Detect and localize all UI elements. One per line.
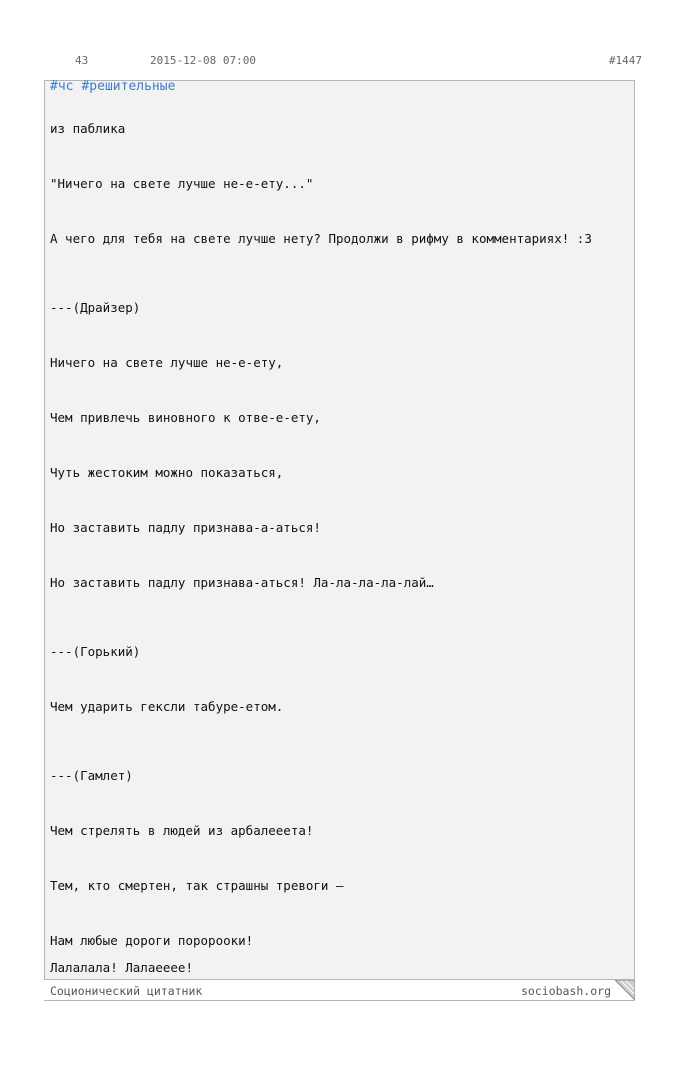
tag-list: [50, 79, 175, 95]
quote-line: Но заставить падлу признава-а-аться!: [50, 520, 321, 535]
quote-line: ---(Драйзер): [50, 300, 141, 315]
quote-line: Тем, кто смертен, так страшны тревоги –: [50, 878, 344, 893]
quote-line: "Ничего на свете лучше не-е-ету...": [50, 176, 314, 191]
corner-fold-icon: [615, 980, 635, 1000]
quote-line: Чем стрелять в людей из арбалееета!: [50, 823, 314, 838]
quote-line: Чем привлечь виновного к отве-е-ету,: [50, 410, 321, 425]
quote-meta: [0, 54, 676, 68]
quote-line: из паблика: [50, 121, 126, 136]
quote-footer: [44, 980, 635, 1001]
quote-line: Ничего на свете лучше не-е-ету,: [50, 355, 284, 370]
quote-line: Но заставить падлу признава-аться! Ла-ла-ла-ла-лай…: [50, 575, 434, 590]
quote-line: Нам любые дороги поророоки!: [50, 933, 254, 948]
quote-line: Чем ударить гексли табуре-етом.: [50, 699, 284, 714]
quote-line: Лалалала! Лалаееее!: [50, 960, 193, 975]
quote-id-link[interactable]: #1447: [608, 54, 642, 67]
site-name: Соционический цитатник: [50, 984, 203, 998]
quote-line: А чего для тебя на свете лучше нету? Продолжи в рифму в комментариях! :3: [50, 231, 592, 246]
quote-date: 2015-12-08 07:00: [150, 54, 256, 67]
tag-link[interactable]: #чс: [50, 79, 74, 94]
tag-link[interactable]: #решительные: [81, 79, 176, 94]
quote-line: ---(Гамлет): [50, 768, 133, 783]
quote-line: ---(Горький): [50, 644, 141, 659]
quote-card: [44, 80, 635, 980]
site-domain[interactable]: sociobash.org: [520, 984, 611, 998]
quote-line: Чуть жестоким можно показаться,: [50, 465, 284, 480]
quote-rating: 43: [75, 54, 89, 67]
